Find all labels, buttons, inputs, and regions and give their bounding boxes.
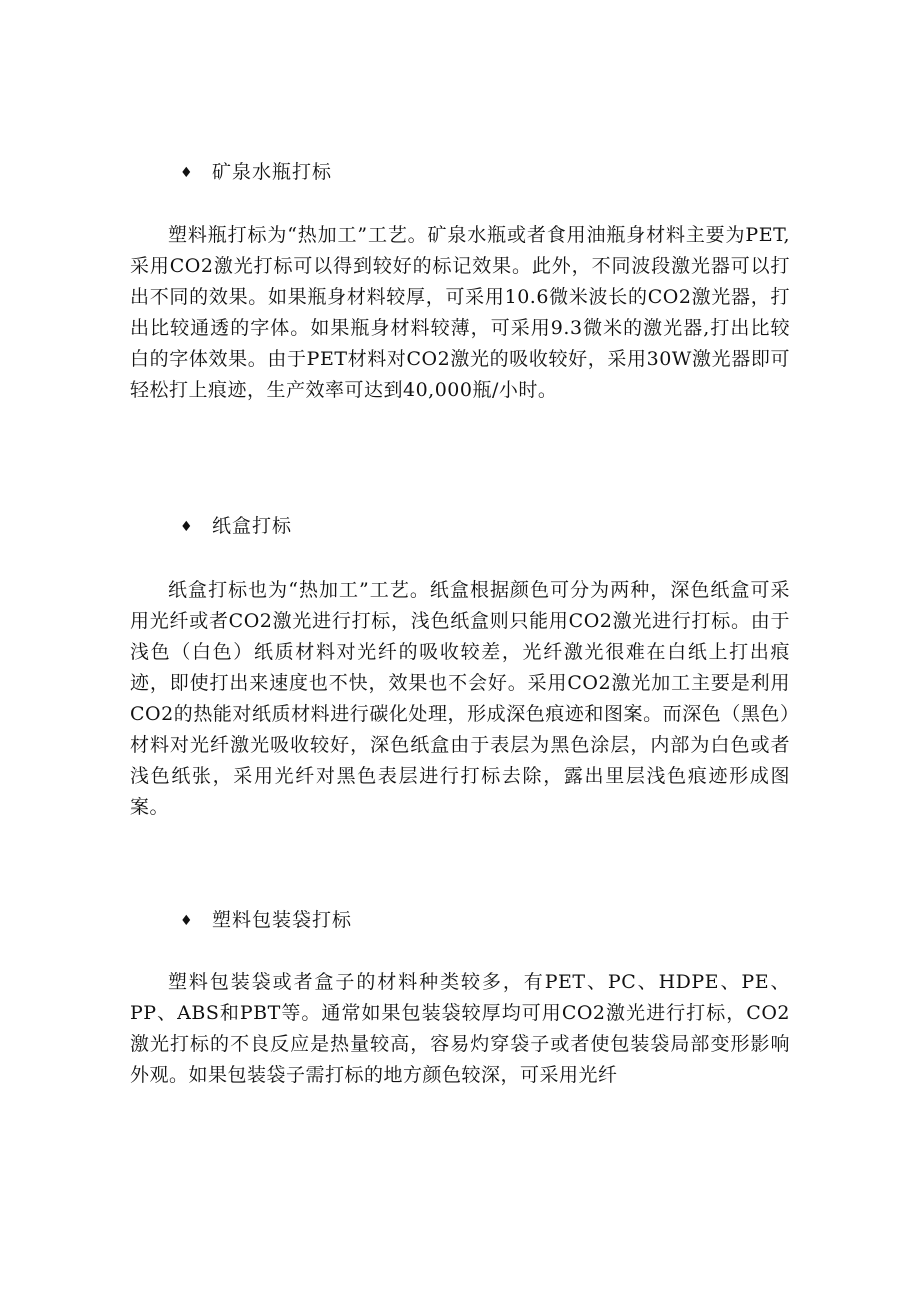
section-heading-plastic-bag: [180, 900, 352, 940]
section-paragraph-plastic-bag: 塑料包装袋或者盒子的材料种类较多，有PET、PC、HDPE、PE、PP、ABS和PBT等。通常如果包装袋较厚均可用CO2激光进行打标，CO2激光打标的不良反应是热量较高，容易灼穿袋子或者使包装袋局部变形影响外观。如果包装袋子需打标的地方颜色较深，可采用光纤: [130, 971, 790, 1086]
section-heading-mineral-water-bottle: [180, 152, 332, 192]
section-paragraph-paper-box: 纸盒打标也为“热加工”工艺。纸盒根据颜色可分为两种，深色纸盒可采用光纤或者CO2激光进行打标，浅色纸盒则只能用CO2激光进行打标。由于浅色（白色）纸质材料对光纤的吸收较差，光纤激光很难在白纸上打出痕迹，即使打出来速度也不快，效果也不会好。采用CO2激光加工主要是利用CO2的热能对纸质材料进行碳化处理，形成深色痕迹和图案。而深色（黑色）材料对光纤激光吸收较好，深色纸盒由于表层为黑色涂层，内部为白色或者浅色纸张，采用光纤对黑色表层进行打标去除，露出里层浅色痕迹形成图案。: [130, 579, 790, 818]
diamond-bullet-icon: ♦: [180, 165, 193, 181]
section-heading-text: 矿泉水瓶打标: [212, 161, 333, 183]
section-heading-paper-box: [180, 506, 292, 546]
section-heading-text: 纸盒打标: [212, 515, 293, 537]
diamond-bullet-icon: ♦: [180, 913, 193, 929]
diamond-bullet-icon: ♦: [180, 519, 193, 535]
section-heading-text: 塑料包装袋打标: [212, 909, 353, 931]
section-paragraph-mineral-water-bottle: 塑料瓶打标为“热加工”工艺。矿泉水瓶或者食用油瓶身材料主要为PET,采用CO2激光打标可以得到较好的标记效果。此外，不同波段激光器可以打出不同的效果。如果瓶身材料较厚，可采用10.6微米波长的CO2激光器，打出比较通透的字体。如果瓶身材料较薄，可采用9.3微米的激光器,打出比较白的字体效果。由于PET材料对CO2激光的吸收较好，采用30W激光器即可轻松打上痕迹，生产效率可达到40,000瓶/小时。: [130, 224, 790, 401]
